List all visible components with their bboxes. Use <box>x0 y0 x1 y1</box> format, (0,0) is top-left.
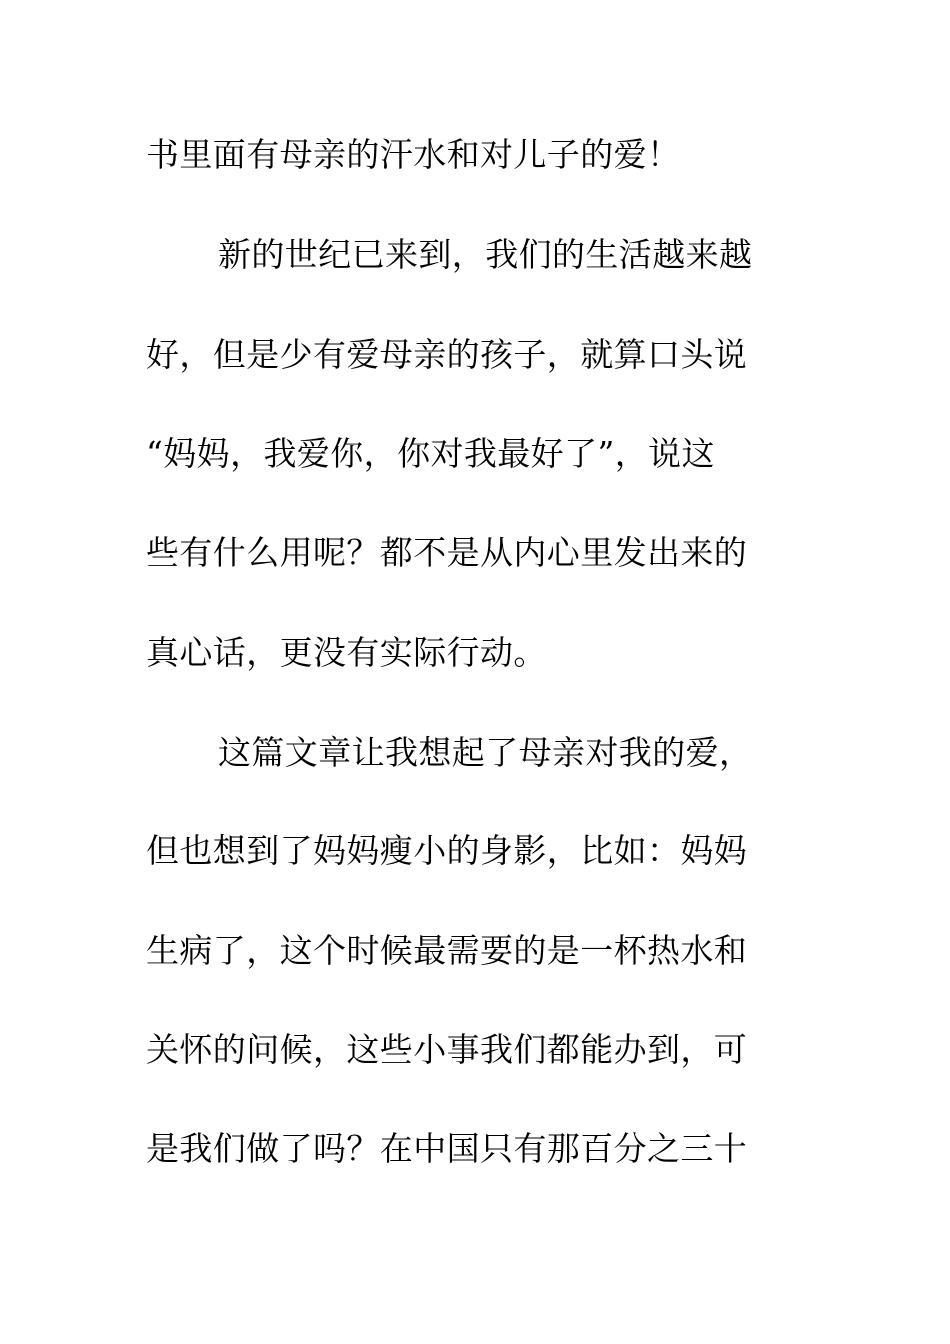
text-line: 关怀的问候，这些小事我们都能办到，可 <box>146 1030 748 1069</box>
text-line: 书里面有母亲的汗水和对儿子的爱！ <box>146 135 681 174</box>
text-line: 真心话，更没有实际行动。 <box>146 633 547 672</box>
text-line: 但也想到了妈妈瘦小的身影，比如：妈妈 <box>146 831 748 870</box>
text-line: 好，但是少有爱母亲的孩子，就算口头说 <box>146 335 748 374</box>
text-line: 是我们做了吗？在中国只有那百分之三十 <box>146 1129 748 1168</box>
text-line: 些有什么用呢？都不是从内心里发出来的 <box>146 533 748 572</box>
paragraph-first-line: 这篇文章让我想起了母亲对我的爱， <box>218 733 753 772</box>
paragraph-first-line: 新的世纪已来到，我们的生活越来越 <box>218 235 753 274</box>
text-line: “妈妈，我爱你，你对我最好了”，说这 <box>146 434 715 473</box>
text-line: 生病了，这个时候最需要的是一杯热水和 <box>146 931 748 970</box>
